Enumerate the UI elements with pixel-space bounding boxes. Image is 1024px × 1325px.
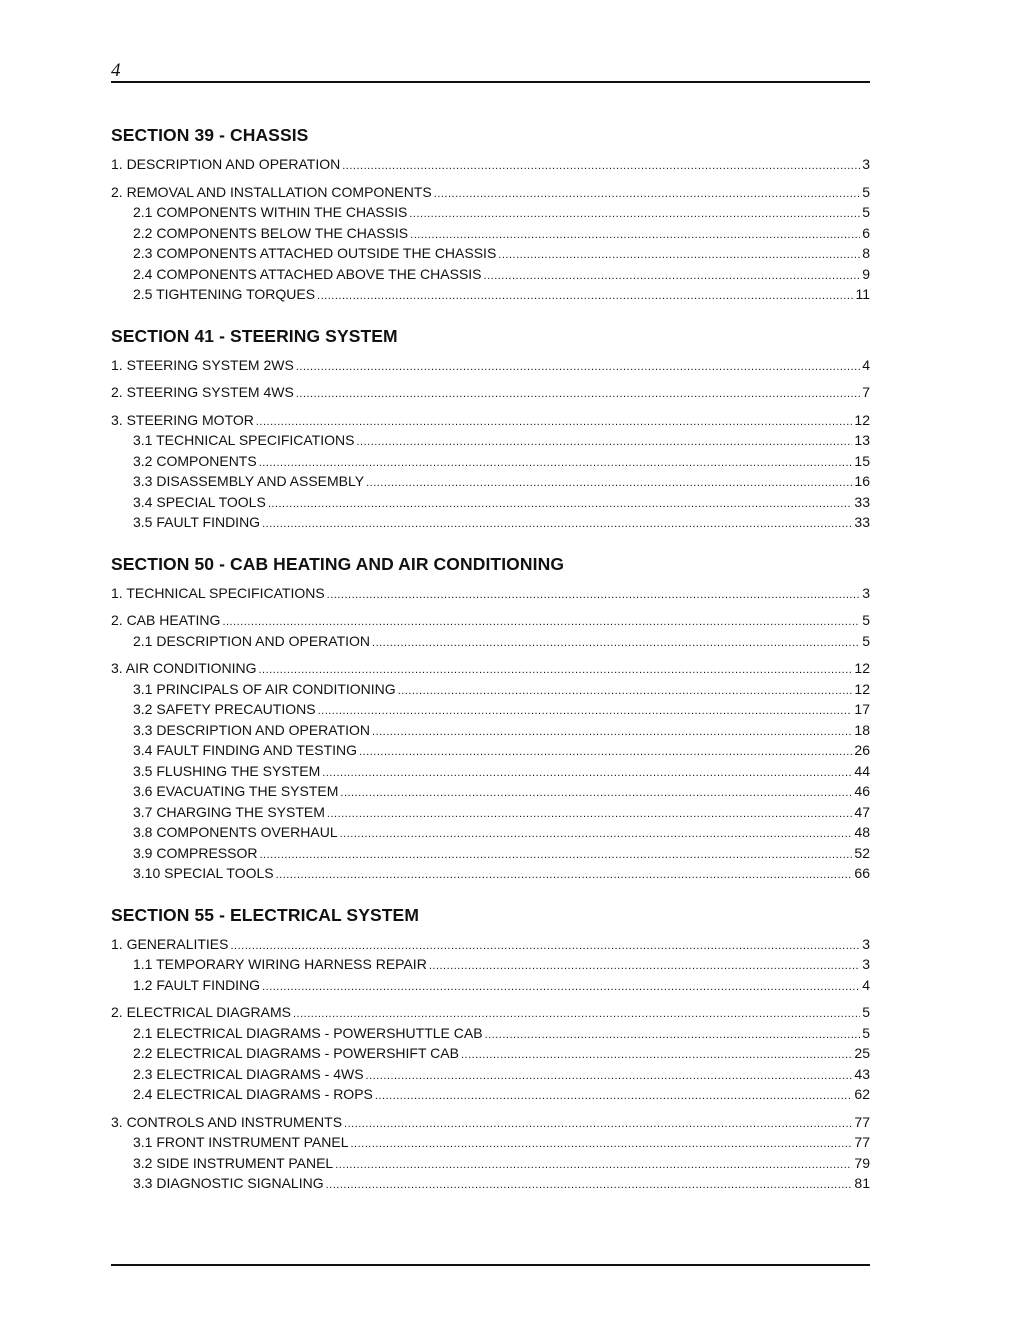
toc-subentry[interactable] bbox=[111, 1173, 870, 1194]
dot-leader bbox=[366, 1064, 853, 1087]
dot-leader bbox=[372, 631, 860, 654]
entry-label: 3.5 FAULT FINDING bbox=[133, 514, 261, 530]
entry-page-number: 4 bbox=[862, 976, 870, 993]
entry-label: 1.2 FAULT FINDING bbox=[133, 976, 261, 993]
dot-leader bbox=[429, 954, 860, 977]
toc-subentry[interactable] bbox=[111, 699, 870, 720]
dot-leader bbox=[322, 761, 852, 784]
entry-page-number: 25 bbox=[854, 1045, 870, 1061]
dot-leader bbox=[222, 610, 860, 633]
toc-section bbox=[111, 553, 870, 884]
entry-page-number: 5 bbox=[862, 204, 870, 220]
entry-label: 2.2 ELECTRICAL DIAGRAMS - POWERSHIFT CAB bbox=[133, 1045, 459, 1061]
section-title: SECTION 55 - ELECTRICAL SYSTEM bbox=[111, 904, 419, 925]
entry-label: 3.4 FAULT FINDING AND TESTING bbox=[133, 742, 358, 758]
toc-subentry[interactable] bbox=[111, 975, 870, 996]
toc-subentry[interactable] bbox=[111, 451, 870, 472]
entry-page-number: 3 bbox=[862, 956, 870, 972]
toc-subentry[interactable] bbox=[111, 843, 870, 864]
toc-subentry[interactable] bbox=[111, 202, 870, 223]
entry-page-number: 15 bbox=[854, 452, 870, 469]
entry-label: 1. DESCRIPTION AND OPERATION bbox=[111, 156, 341, 172]
toc-subentry[interactable] bbox=[111, 471, 870, 492]
dot-leader bbox=[398, 679, 853, 702]
entry-label: 3.2 SIDE INSTRUMENT PANEL bbox=[133, 1154, 334, 1171]
toc-subentry[interactable] bbox=[111, 761, 870, 782]
toc-subentry[interactable] bbox=[111, 1084, 870, 1105]
toc-entry[interactable] bbox=[111, 1002, 870, 1023]
toc-subentry[interactable] bbox=[111, 512, 870, 533]
dot-leader bbox=[340, 781, 852, 804]
entry-page-number: 5 bbox=[862, 1024, 870, 1041]
dot-leader bbox=[375, 1084, 853, 1107]
entry-label: 2.3 ELECTRICAL DIAGRAMS - 4WS bbox=[133, 1065, 364, 1082]
toc-entry[interactable] bbox=[111, 583, 870, 604]
entry-label: 3.9 COMPRESSOR bbox=[133, 844, 258, 861]
section-title: SECTION 50 - CAB HEATING AND AIR CONDITIONING bbox=[111, 553, 565, 574]
toc-subentry[interactable] bbox=[111, 740, 870, 761]
entry-label: 2.5 TIGHTENING TORQUES bbox=[133, 286, 316, 302]
entry-label: 3.2 COMPONENTS bbox=[133, 452, 257, 469]
toc-subentry[interactable] bbox=[111, 781, 870, 802]
table-of-contents bbox=[111, 124, 870, 1214]
dot-leader bbox=[344, 1112, 852, 1135]
dot-leader bbox=[409, 202, 860, 225]
toc-entry[interactable] bbox=[111, 382, 870, 403]
entry-page-number: 77 bbox=[854, 1134, 870, 1150]
entry-label: 1. TECHNICAL SPECIFICATIONS bbox=[111, 584, 325, 601]
entry-label: 2.3 COMPONENTS ATTACHED OUTSIDE THE CHASSIS bbox=[133, 245, 497, 261]
footer-rule bbox=[111, 1264, 870, 1266]
toc-section bbox=[111, 124, 870, 305]
dot-leader bbox=[276, 863, 853, 886]
toc-entry[interactable] bbox=[111, 1112, 870, 1133]
dot-leader bbox=[434, 182, 860, 205]
entry-page-number: 4 bbox=[862, 356, 870, 373]
toc-subentry[interactable] bbox=[111, 1043, 870, 1064]
toc-subentry[interactable] bbox=[111, 1064, 870, 1085]
dot-leader bbox=[256, 410, 853, 433]
entry-page-number: 62 bbox=[854, 1086, 870, 1102]
toc-entry[interactable] bbox=[111, 410, 870, 431]
dot-leader bbox=[317, 284, 853, 307]
entry-label: 2. STEERING SYSTEM 4WS bbox=[111, 384, 294, 400]
entry-label: 3.3 DIAGNOSTIC SIGNALING bbox=[133, 1175, 324, 1191]
entry-label: 3.3 DESCRIPTION AND OPERATION bbox=[133, 721, 371, 738]
entry-label: 3. STEERING MOTOR bbox=[111, 411, 254, 428]
entry-label: 2.4 COMPONENTS ATTACHED ABOVE THE CHASSIS bbox=[133, 265, 482, 282]
dot-leader bbox=[262, 975, 860, 998]
entry-page-number: 46 bbox=[854, 783, 870, 799]
entry-label: 2. REMOVAL AND INSTALLATION COMPONENTS bbox=[111, 183, 432, 200]
page-number: 4 bbox=[111, 60, 121, 81]
dot-leader bbox=[335, 1153, 852, 1176]
entry-page-number: 6 bbox=[862, 224, 870, 241]
entry-page-number: 48 bbox=[854, 824, 870, 840]
entry-page-number: 3 bbox=[862, 935, 870, 952]
toc-subentry[interactable] bbox=[111, 679, 870, 700]
header-rule bbox=[111, 81, 870, 83]
entry-page-number: 12 bbox=[854, 411, 870, 428]
toc-subentry[interactable] bbox=[111, 1132, 870, 1153]
entry-label: 3.7 CHARGING THE SYSTEM bbox=[133, 803, 325, 820]
dot-leader bbox=[342, 154, 860, 177]
entry-page-number: 7 bbox=[862, 384, 870, 400]
entry-label: 2.1 COMPONENTS WITHIN THE CHASSIS bbox=[133, 204, 408, 220]
dot-leader bbox=[262, 512, 852, 535]
entry-page-number: 11 bbox=[855, 286, 870, 302]
dot-leader bbox=[326, 1173, 853, 1196]
toc-entry[interactable] bbox=[111, 610, 870, 631]
entry-label: 2.1 DESCRIPTION AND OPERATION bbox=[133, 632, 371, 649]
entry-page-number: 81 bbox=[854, 1175, 870, 1191]
entry-page-number: 66 bbox=[854, 865, 870, 881]
toc-entry[interactable] bbox=[111, 154, 870, 175]
dot-leader bbox=[296, 355, 860, 378]
dot-leader bbox=[359, 740, 852, 763]
toc-subentry[interactable] bbox=[111, 243, 870, 264]
toc-subentry[interactable] bbox=[111, 631, 870, 652]
entry-label: 3.10 SPECIAL TOOLS bbox=[133, 865, 274, 881]
dot-leader bbox=[293, 1002, 860, 1025]
dot-leader bbox=[259, 451, 853, 474]
dot-leader bbox=[340, 822, 853, 845]
entry-label: 3.1 TECHNICAL SPECIFICATIONS bbox=[133, 432, 355, 448]
toc-subentry[interactable] bbox=[111, 264, 870, 285]
dot-leader bbox=[372, 720, 852, 743]
dot-leader bbox=[296, 382, 860, 405]
entry-page-number: 44 bbox=[854, 762, 870, 779]
toc-entry[interactable] bbox=[111, 934, 870, 955]
entry-label: 1. STEERING SYSTEM 2WS bbox=[111, 356, 294, 373]
entry-page-number: 43 bbox=[854, 1065, 870, 1082]
toc-subentry[interactable] bbox=[111, 822, 870, 843]
entry-label: 3.2 SAFETY PRECAUTIONS bbox=[133, 701, 316, 717]
entry-page-number: 5 bbox=[862, 632, 870, 649]
entry-page-number: 26 bbox=[854, 742, 870, 758]
entry-label: 2.2 COMPONENTS BELOW THE CHASSIS bbox=[133, 224, 409, 241]
entry-page-number: 18 bbox=[854, 721, 870, 738]
entry-page-number: 17 bbox=[854, 701, 870, 717]
entry-label: 3.6 EVACUATING THE SYSTEM bbox=[133, 783, 339, 799]
toc-subentry[interactable] bbox=[111, 802, 870, 823]
dot-leader bbox=[327, 802, 853, 825]
dot-leader bbox=[230, 934, 860, 957]
toc-subentry[interactable] bbox=[111, 954, 870, 975]
toc-subentry[interactable] bbox=[111, 492, 870, 513]
dot-leader bbox=[366, 471, 852, 494]
toc-subentry[interactable] bbox=[111, 284, 870, 305]
entry-label: 2. ELECTRICAL DIAGRAMS bbox=[111, 1004, 291, 1020]
toc-entry[interactable] bbox=[111, 355, 870, 376]
entry-page-number: 5 bbox=[862, 1004, 870, 1020]
entry-label: 3.3 DISASSEMBLY AND ASSEMBLY bbox=[133, 473, 365, 489]
section-title: SECTION 39 - CHASSIS bbox=[111, 125, 309, 145]
entry-label: 3.5 FLUSHING THE SYSTEM bbox=[133, 762, 321, 779]
entry-page-number: 8 bbox=[862, 245, 870, 261]
dot-leader bbox=[498, 243, 860, 266]
toc-section bbox=[111, 325, 870, 533]
entry-label: 2.1 ELECTRICAL DIAGRAMS - POWERSHUTTLE CAB bbox=[133, 1024, 483, 1041]
entry-page-number: 12 bbox=[854, 660, 870, 676]
toc-subentry[interactable] bbox=[111, 1023, 870, 1044]
dot-leader bbox=[318, 699, 853, 722]
entry-label: 1. GENERALITIES bbox=[111, 935, 229, 952]
dot-leader bbox=[268, 492, 853, 515]
toc-section bbox=[111, 904, 870, 1194]
dot-leader bbox=[485, 1023, 861, 1046]
entry-page-number: 3 bbox=[862, 156, 870, 172]
toc-subentry[interactable] bbox=[111, 863, 870, 884]
entry-label: 3.4 SPECIAL TOOLS bbox=[133, 493, 266, 510]
entry-page-number: 12 bbox=[854, 680, 870, 697]
entry-label: 3.1 FRONT INSTRUMENT PANEL bbox=[133, 1134, 349, 1150]
entry-page-number: 33 bbox=[854, 514, 870, 530]
entry-label: 2.4 ELECTRICAL DIAGRAMS - ROPS bbox=[133, 1086, 373, 1102]
entry-page-number: 79 bbox=[854, 1154, 870, 1171]
dot-leader bbox=[410, 223, 860, 246]
entry-page-number: 47 bbox=[854, 803, 870, 820]
section-title: SECTION 41 - STEERING SYSTEM bbox=[111, 325, 398, 346]
entry-page-number: 9 bbox=[862, 265, 870, 282]
entry-page-number: 5 bbox=[862, 612, 870, 628]
entry-page-number: 3 bbox=[862, 584, 870, 601]
entry-label: 1.1 TEMPORARY WIRING HARNESS REPAIR bbox=[133, 956, 427, 972]
dot-leader bbox=[484, 264, 861, 287]
toc-entry[interactable] bbox=[111, 658, 870, 679]
toc-subentry[interactable] bbox=[111, 720, 870, 741]
entry-label: 2. CAB HEATING bbox=[111, 612, 221, 628]
dot-leader bbox=[258, 658, 852, 681]
dot-leader bbox=[259, 843, 852, 866]
toc-subentry[interactable] bbox=[111, 1153, 870, 1174]
toc-entry[interactable] bbox=[111, 182, 870, 203]
dot-leader bbox=[350, 1132, 852, 1155]
entry-label: 3. CONTROLS AND INSTRUMENTS bbox=[111, 1113, 343, 1130]
dot-leader bbox=[327, 583, 861, 606]
entry-label: 3.1 PRINCIPALS OF AIR CONDITIONING bbox=[133, 680, 396, 697]
toc-subentry[interactable] bbox=[111, 223, 870, 244]
toc-subentry[interactable] bbox=[111, 430, 870, 451]
entry-page-number: 13 bbox=[854, 432, 870, 448]
entry-page-number: 5 bbox=[862, 183, 870, 200]
entry-label: 3.8 COMPONENTS OVERHAUL bbox=[133, 824, 338, 840]
dot-leader bbox=[461, 1043, 852, 1066]
entry-page-number: 16 bbox=[854, 473, 870, 489]
entry-page-number: 77 bbox=[854, 1113, 870, 1130]
entry-label: 3. AIR CONDITIONING bbox=[111, 660, 257, 676]
entry-page-number: 52 bbox=[854, 844, 870, 861]
dot-leader bbox=[356, 430, 852, 453]
entry-page-number: 33 bbox=[854, 493, 870, 510]
